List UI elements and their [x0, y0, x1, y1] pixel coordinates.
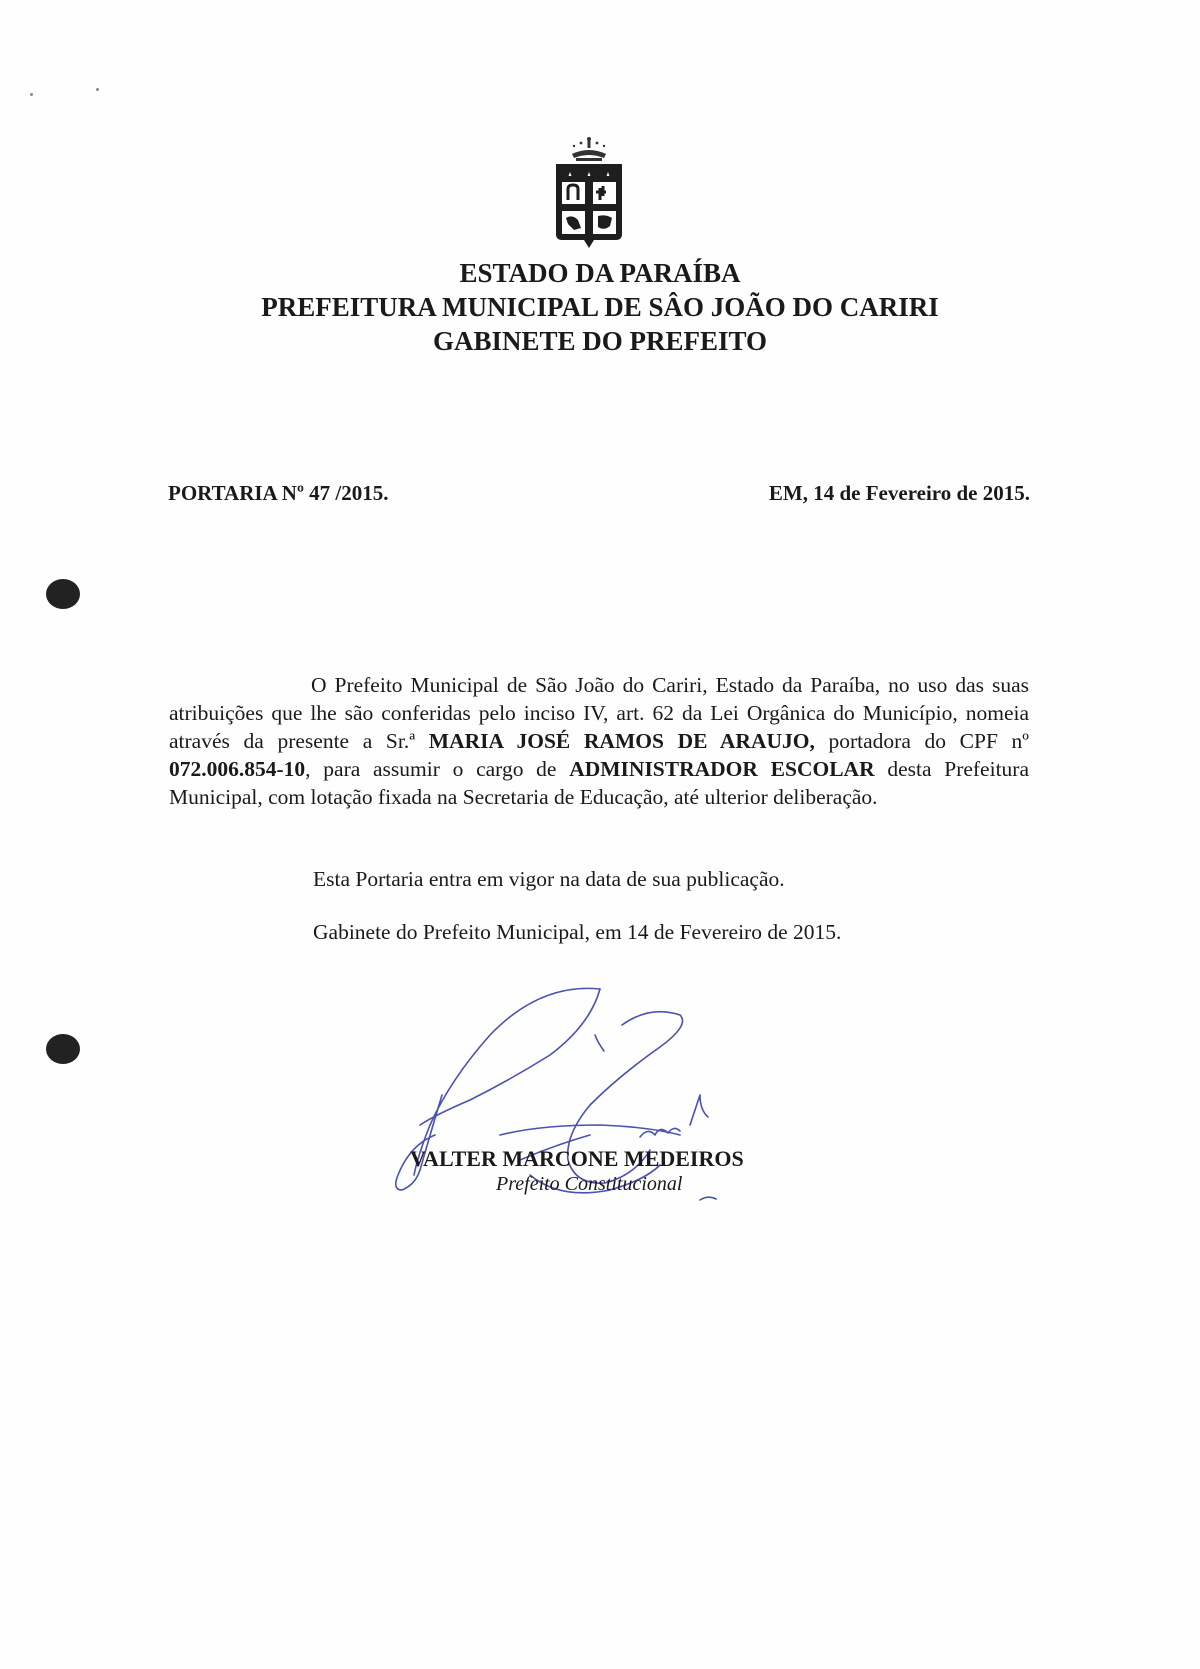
- position-title: ADMINISTRADOR ESCOLAR: [569, 757, 875, 781]
- header-state: ESTADO DA PARAÍBA: [459, 258, 741, 288]
- appointee-name: MARIA JOSÉ RAMOS DE ARAUJO,: [428, 729, 815, 753]
- punch-hole-top: [46, 579, 80, 609]
- header-office: GABINETE DO PREFEITO: [432, 326, 768, 356]
- document-date: EM, 14 de Fevereiro de 2015.: [768, 481, 1030, 505]
- scan-speck: [30, 93, 33, 96]
- appointment-paragraph: [169, 671, 1029, 811]
- letterhead: [0, 256, 1200, 358]
- signer-name: VALTER MARCONE MEDEIROS: [410, 1146, 744, 1171]
- closing-paragraph: Gabinete do Prefeito Municipal, em 14 de Fevereiro de 2015.: [313, 920, 842, 944]
- punch-hole-bottom: [46, 1034, 80, 1064]
- para1-text-d: desta Prefeitura Municipal, com lotação fixada na Secretaria de Educação, até ulterior deliberação.: [169, 757, 1030, 809]
- scan-speck: [96, 88, 99, 91]
- portaria-number: PORTARIA Nº 47 /2015.: [168, 481, 389, 505]
- coat-of-arms-icon: [548, 134, 630, 250]
- header-municipality: PREFEITURA MUNICIPAL DE SÂO JOÃO DO CARIRI: [261, 292, 939, 322]
- appointee-cpf: 072.006.854-10: [169, 757, 306, 781]
- document-meta: [168, 481, 1030, 511]
- signer-role: Prefeito Constitucional: [496, 1173, 683, 1195]
- para1-text-a: O Prefeito Municipal de São João do Cariri, Estado da Paraíba, no uso das suas atribuições que lhe são conferidas pelo inciso IV, art. 62 da Lei Orgânica do Município, nomeia através da presente a Sr.ª: [169, 673, 1029, 753]
- para1-text-c: , para assumir o cargo de: [305, 757, 570, 781]
- effective-paragraph: Esta Portaria entra em vigor na data de sua publicação.: [313, 867, 785, 891]
- para1-text-b: portadora do CPF nº: [814, 729, 1029, 753]
- body-paragraph: [169, 671, 1029, 811]
